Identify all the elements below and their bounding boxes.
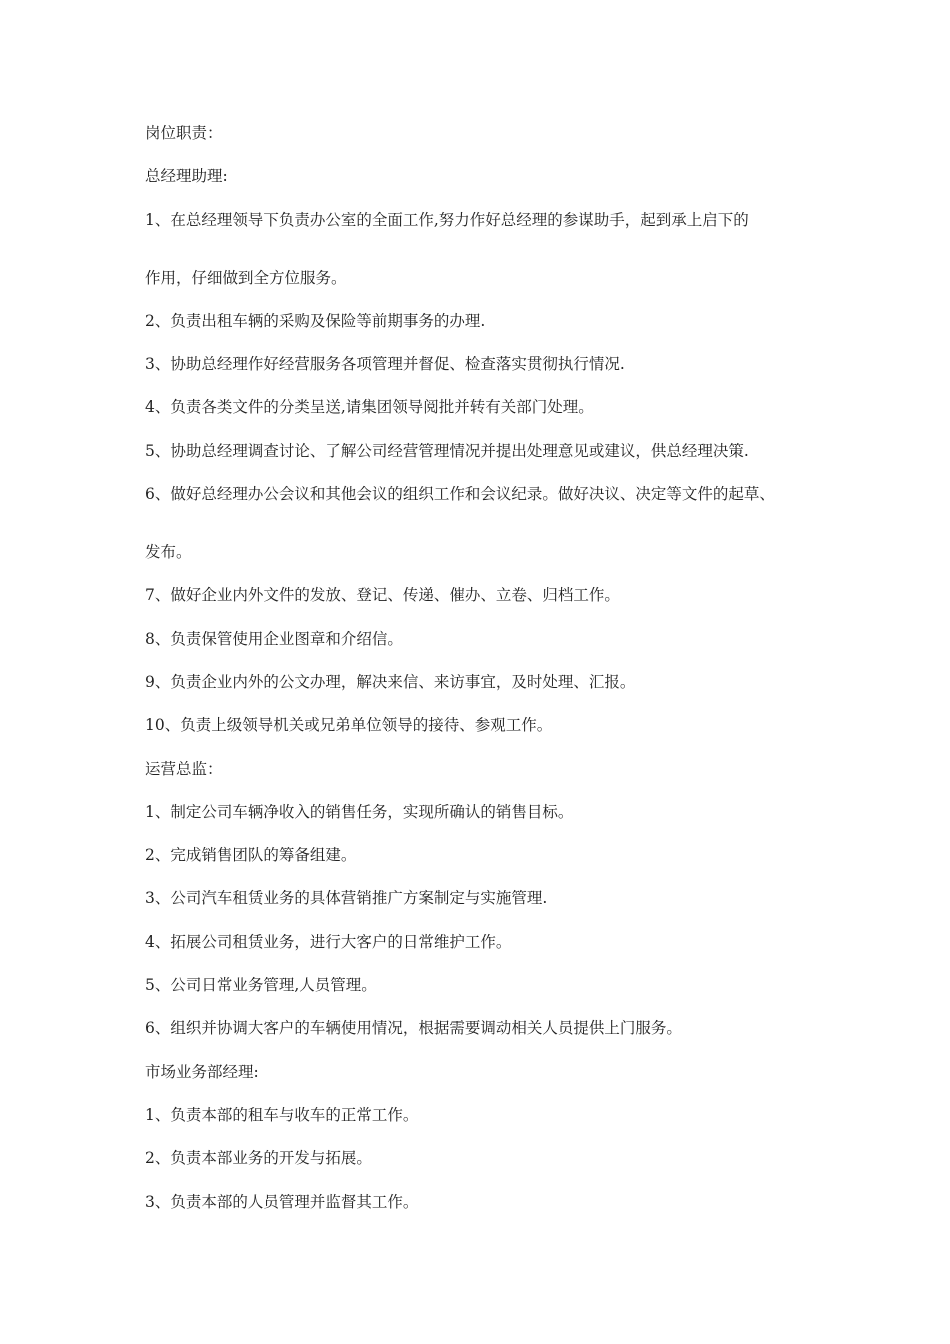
list-item-continuation: 作用，仔细做到全方位服务。 [145,268,347,287]
list-item: 1、负责本部的租车与收车的正常工作。 [145,1105,419,1124]
list-item: 2、负责本部业务的开发与拓展。 [145,1149,372,1168]
list-item: 6、组织并协调大客户的车辆使用情况，根据需要调动相关人员提供上门服务。 [145,1019,682,1038]
section-title-operations-director: 运营总监： [145,759,223,778]
list-item: 2、完成销售团队的筹备组建。 [145,846,357,865]
list-item: 3、负责本部的人员管理并监督其工作。 [145,1192,419,1211]
list-item: 3、协助总经理作好经营服务各项管理并督促、检查落实贯彻执行情况. [145,355,625,374]
list-item: 3、公司汽车租赁业务的具体营销推广方案制定与实施管理. [145,889,548,908]
list-item: 9、负责企业内外的公文办理，解决来信、来访事宜，及时处理、汇报。 [145,672,636,691]
list-item: 5、协助总经理调查讨论、了解公司经营管理情况并提出处理意见或建议，供总经理决策. [145,441,749,460]
list-item: 2、负责出租车辆的采购及保险等前期事务的办理. [145,311,486,330]
list-item: 7、做好企业内外文件的发放、登记、传递、催办、立卷、归档工作。 [145,586,620,605]
document-heading: 岗位职责： [145,124,223,142]
list-item: 4、拓展公司租赁业务，进行大客户的日常维护工作。 [145,932,512,951]
section-title-market-manager: 市场业务部经理: [145,1062,259,1081]
section-title-assistant-gm: 总经理助理: [145,167,228,186]
list-item: 1、制定公司车辆净收入的销售任务，实现所确认的销售目标。 [145,802,574,821]
list-item-continuation: 发布。 [145,543,192,562]
list-item: 6、做好总经理办公会议和其他会议的组织工作和会议纪录。做好决议、决定等文件的起草、 [145,485,775,504]
list-item: 10、负责上级领导机关或兄弟单位领导的接待、参观工作。 [145,716,553,735]
list-item: 8、负责保管使用企业图章和介绍信。 [145,629,403,648]
list-item: 4、负责各类文件的分类呈送,请集团领导阅批并转有关部门处理。 [145,398,594,417]
list-item: 1、在总经理领导下负责办公室的全面工作,努力作好总经理的参谋助手，起到承上启下的 [145,210,749,229]
list-item: 5、公司日常业务管理,人员管理。 [145,976,377,995]
document-body [145,118,835,1230]
